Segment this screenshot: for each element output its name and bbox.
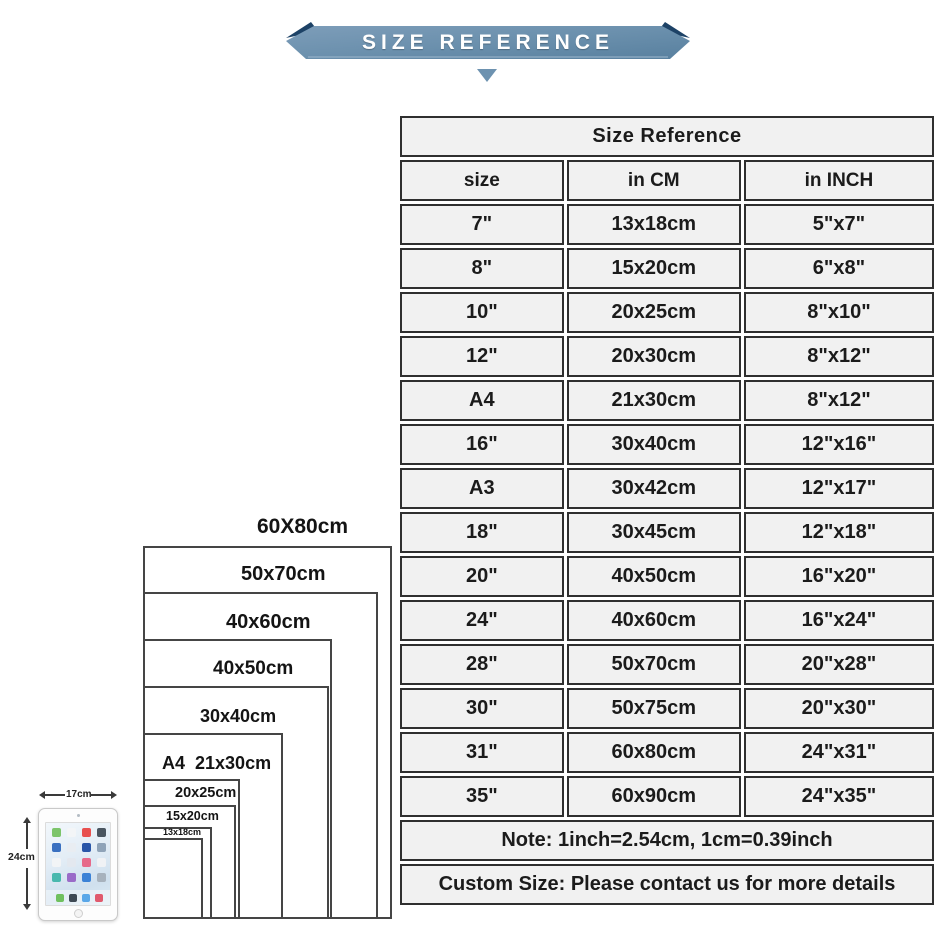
inch-cell: 20"x30" <box>744 688 934 729</box>
size-cell: 7" <box>400 204 564 245</box>
size-rectangle-label: 50x70cm <box>241 563 326 585</box>
size-rectangle <box>143 838 203 919</box>
size-cell: 35" <box>400 776 564 817</box>
app-icon <box>52 858 61 867</box>
home-button-icon <box>74 909 83 918</box>
cm-cell: 40x60cm <box>567 600 741 641</box>
width-dimension-line-right <box>91 794 112 796</box>
column-header-cm: in CM <box>567 160 741 201</box>
dock-app-icon <box>82 894 90 902</box>
size-cell: A4 <box>400 380 564 421</box>
inch-cell: 8"x10" <box>744 292 934 333</box>
size-rectangle-label: 20x25cm <box>175 785 237 801</box>
cm-cell: 50x70cm <box>567 644 741 685</box>
dock-app-icon <box>69 894 77 902</box>
arrow-down-icon <box>23 904 31 910</box>
inch-cell: 8"x12" <box>744 336 934 377</box>
size-cell: 24" <box>400 600 564 641</box>
app-icon <box>52 873 61 882</box>
size-cell: 18" <box>400 512 564 553</box>
inch-cell: 12"x16" <box>744 424 934 465</box>
table-title: Size Reference <box>400 116 934 157</box>
size-rectangle-label: 30x40cm <box>200 706 277 726</box>
width-dimension-line-left <box>44 794 65 796</box>
inch-cell: 16"x20" <box>744 556 934 597</box>
cm-cell: 30x42cm <box>567 468 741 509</box>
column-header-size: size <box>400 160 564 201</box>
camera-dot-icon <box>77 814 80 817</box>
tablet-width-label: 17cm <box>66 789 92 800</box>
inch-cell: 12"x18" <box>744 512 934 553</box>
app-icon <box>97 843 106 852</box>
arrow-up-icon <box>23 817 31 823</box>
custom-size-text: Custom Size: Please contact us for more details <box>400 864 934 905</box>
app-icon <box>67 858 76 867</box>
banner-title: SIZE REFERENCE <box>361 31 615 54</box>
inch-cell: 8"x12" <box>744 380 934 421</box>
inch-cell: 24"x35" <box>744 776 934 817</box>
size-rectangle-label: A4 21x30cm <box>162 753 272 773</box>
app-icon <box>82 858 91 867</box>
tablet-height-label: 24cm <box>8 851 35 863</box>
inch-cell: 16"x24" <box>744 600 934 641</box>
cm-cell: 30x45cm <box>567 512 741 553</box>
size-rectangle-label: 15x20cm <box>166 809 219 823</box>
cm-cell: 13x18cm <box>567 204 741 245</box>
size-rectangle-label: 13x18cm <box>163 827 202 837</box>
app-icon <box>52 843 61 852</box>
column-header-inch: in INCH <box>744 160 934 201</box>
size-cell: A3 <box>400 468 564 509</box>
size-rectangle-label: 40x50cm <box>213 658 294 679</box>
note-text: Note: 1inch=2.54cm, 1cm=0.39inch <box>400 820 934 861</box>
size-rectangle-label: 40x60cm <box>226 611 311 633</box>
height-dimension-line-top <box>26 823 28 849</box>
height-dimension-line-bottom <box>26 868 28 904</box>
cm-cell: 50x75cm <box>567 688 741 729</box>
cm-cell: 30x40cm <box>567 424 741 465</box>
cm-cell: 60x80cm <box>567 732 741 773</box>
inch-cell: 24"x31" <box>744 732 934 773</box>
size-cell: 10" <box>400 292 564 333</box>
arrow-right-icon <box>111 791 117 799</box>
cm-cell: 21x30cm <box>567 380 741 421</box>
cm-cell: 20x30cm <box>567 336 741 377</box>
size-rectangle-label: 60X80cm <box>257 515 349 538</box>
size-cell: 16" <box>400 424 564 465</box>
cm-cell: 40x50cm <box>567 556 741 597</box>
size-cell: 20" <box>400 556 564 597</box>
dock-app-icon <box>56 894 64 902</box>
size-cell: 12" <box>400 336 564 377</box>
cm-cell: 20x25cm <box>567 292 741 333</box>
app-icon <box>67 828 76 837</box>
inch-cell: 12"x17" <box>744 468 934 509</box>
tablet-illustration <box>38 808 118 921</box>
app-icon <box>67 873 76 882</box>
app-icon <box>97 828 106 837</box>
app-icon <box>97 873 106 882</box>
cm-cell: 15x20cm <box>567 248 741 289</box>
size-cell: 8" <box>400 248 564 289</box>
arrow-left-icon <box>39 791 45 799</box>
dock-app-icon <box>95 894 103 902</box>
app-icon <box>97 858 106 867</box>
app-icon <box>82 873 91 882</box>
size-cell: 28" <box>400 644 564 685</box>
inch-cell: 20"x28" <box>744 644 934 685</box>
app-icon <box>67 843 76 852</box>
app-icon <box>82 828 91 837</box>
app-icon <box>52 828 61 837</box>
cm-cell: 60x90cm <box>567 776 741 817</box>
size-cell: 31" <box>400 732 564 773</box>
size-cell: 30" <box>400 688 564 729</box>
app-icon <box>82 843 91 852</box>
inch-cell: 5"x7" <box>744 204 934 245</box>
inch-cell: 6"x8" <box>744 248 934 289</box>
tablet-screen <box>45 822 111 906</box>
